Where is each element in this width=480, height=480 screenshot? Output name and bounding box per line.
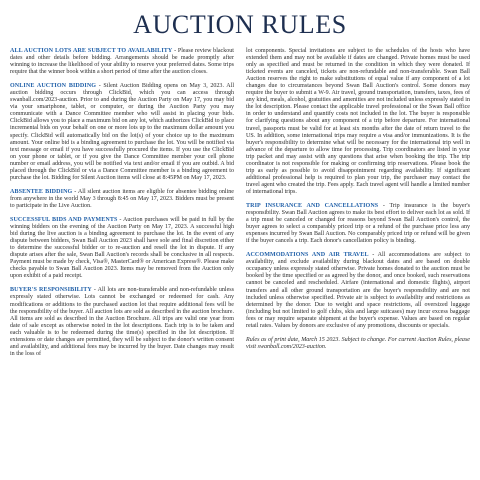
rule-bids-payments [10, 217, 234, 280]
rule-heading: BUYER'S RESPONSIBILITY [10, 287, 92, 294]
rules-columns [10, 48, 470, 365]
rule-heading: ONLINE AUCTION BIDDING [10, 83, 97, 90]
rule-online-bidding [10, 83, 234, 182]
rule-availability [10, 48, 234, 76]
rule-accommodations [246, 252, 470, 330]
rule-trip-insurance [246, 203, 470, 245]
rule-continuation: lot components. Special invitations are subject to the schedules of the hosts who have extended them and may not be available if dates are changed. Private homes must be used only as specified and must be returned in the condition in which they were donated. If ticketed events are canceled, tickets are non-refundable and non-transferable. Swan Ball Auction reserves the right to make substitutions of equal value if any component of a lot changes due to circumstances beyond Swan Ball Auction's control. Some donors may require the buyer to submit a W-9. Air travel, ground transportation, transfers, taxes, fees of any kind, meals, alcohol, gratuities and amenities are not included unless expressly stated in the lot description. Please contact the applicable travel professional or the Swan Ball office in order to understand and quantify costs not included in the lot. The buyer is responsible for clarifying questions about any component of a trip before departure. For international travel, passports must be valid for at least six months after the date of return travel to the US. In addition, some international trips may require a visa and/or immunizations. It is the buyer's responsibility to determine what will be necessary for the international trip well in advance of the departure to allow time for processing. Trip coordinators are listed in your trip packet and may assist with any questions that arise when booking the trip. The trip coordinator is not responsible for making or confirming trip reservations. Please book the trip as early as possible to avoid disappointment regarding availability. If significant additional professional help is required to plan your trip, the purchaser may contact the travel agent who created the trip. Fees apply. Each travel agent will handle a limited number of international trips. [246, 48, 470, 195]
rule-text: - Trip insurance is the buyer's responsibility. Swan Ball Auction agrees to make its best effort to deliver each lot as sold. If a trip must be canceled or changed for reasons beyond Swan Ball Auction's control, the buyer agrees to select a comparably priced trip or a refund of the purchase price less any expenses incurred by Swan Ball Auction. No comparably priced trip or refund will be given if the buyer cancels a trip. Each donor's cancellation policy is binding. [246, 202, 470, 245]
rule-heading: ABSENTEE BIDDING [10, 188, 73, 195]
rule-text: - Silent Auction Bidding opens on May 3, 2023. All auction bidding occurs through ClickBid, which you can access through swanball.com/2023-auction. Prior to and during the Auction Party on May 17, you may bid via your smartphone, tablet, or computer, or during the Auction Party you may communicate with a Dance Committee member who will assist in placing your bids. ClickBid allows you to place a maximum bid on any lot, which authorizes ClickBid to place incremental bids on your behalf on one or more lots up to the maximum dollar amount you specify. ClickBid will automatically bid on the lot(s) of your choice up to the maximum amount. Your online bid is a binding agreement to purchase the lot. You will be notified via text message or email if you have successfully procured the items. If you use the ClickBid on your phone or tablet, or if you give the Dance Committee member your cell phone number or email address, you will be notified via text and/or email if you are outbid. A bid placed through the ClickBid or via a Dance Committee member is a binding agreement to purchase the lot. Bidding for Silent Auction items will close at 8:45PM on May 17, 2023. [10, 83, 234, 181]
rule-buyer-responsibility [10, 287, 234, 357]
rule-text: - Please review blackout dates and other details before bidding. Arrangements should be made promptly after winning to increase the likelihood of your ability to reserve your preferred dates. Some trips require that the winner book within a short period of time after the auction closes. [10, 48, 234, 76]
left-column [10, 48, 234, 365]
rule-text: - All silent auction items are eligible for absentee bidding online from anywhere in the world May 3 through 8:45 on May 17, 2023. Bidders must be present to participate in the Live Auction. [10, 188, 234, 209]
rule-text: - All accommodations are subject to availability, and exclude availability during blackout dates and are based on double occupancy unless expressly stated otherwise. Private homes donated to the auction must be booked by the time specified or as agreed by the donor, and once booked, such reservations cannot be canceled and rescheduled. Airfare (international and domestic flights), airport transfers and all other ground transportation are the buyer's responsibility and are not included unless otherwise specified. Private air is subject to availability and restrictions as determined by the donor. Due to weight and space restrictions, all oversized luggage (including but not limited to golf clubs, skis and large suitcases) may incur excess baggage fees or may require separate shipment at the buyer's expense. Values are based on regular retail rates. Values by donors are exclusive of any promotions, discounts or specials. [246, 252, 470, 329]
rule-heading: ALL AUCTION LOTS ARE SUBJECT TO AVAILABILITY [10, 48, 173, 54]
footnote: Rules as of print date, March 15 2023. Subject to change. For current Auction Rules, please visit swanball.com/2023-auction. [246, 336, 470, 350]
right-column [246, 48, 470, 365]
page-title: AUCTION RULES [133, 10, 347, 39]
rule-heading: ACCOMMODATIONS AND AIR TRAVEL [246, 252, 369, 259]
rule-absentee-bidding [10, 189, 234, 210]
rule-heading: SUCCESSFUL BIDS AND PAYMENTS [10, 216, 118, 223]
rule-text: - All lots are non-transferable and non-refundable unless expressly stated otherwise. Lots cannot be exchanged or redeemed for cash. Any modifications or additions to the purchased auction lot that require additional fees will be the responsibility of the buyer. All auction lots are sold as described in the auction brochure. All items are sold as described in the Auction Brochure. All trips are valid one year from date of sale except as otherwise noted in the lot descriptions. Each trip is to be taken and each valuable is to be redeemed during the time(s) specified in the lot description. If extensions or date changes are permitted, they will be subject to the donor's written consent and availability, and additional fees may be incurred by the buyer. Date changes may result in the loss of [10, 287, 234, 357]
rule-heading: TRIP INSURANCE AND CANCELLATIONS [246, 202, 379, 209]
rule-text: - Auction purchases will be paid in full by the winning bidders on the evening of the Auction Party on May 17, 2023. A successful high bid during the live auction is a binding agreement to purchase the lot. In the event of any dispute between bidders, Swan Ball Auction 2023 shall have sole and final discretion either to determine the successful bidder or to re-auction and resell the lot in dispute. If any dispute arises after the sale, Swan Ball Auction's records shall be conclusive in all respects. Payment must be made by check, Visa®, MasterCard® or American Express®. Please make checks payable to Swan Ball Auction 2023. Items may be removed from the Auction only upon exhibit of a paid receipt. [10, 216, 234, 280]
